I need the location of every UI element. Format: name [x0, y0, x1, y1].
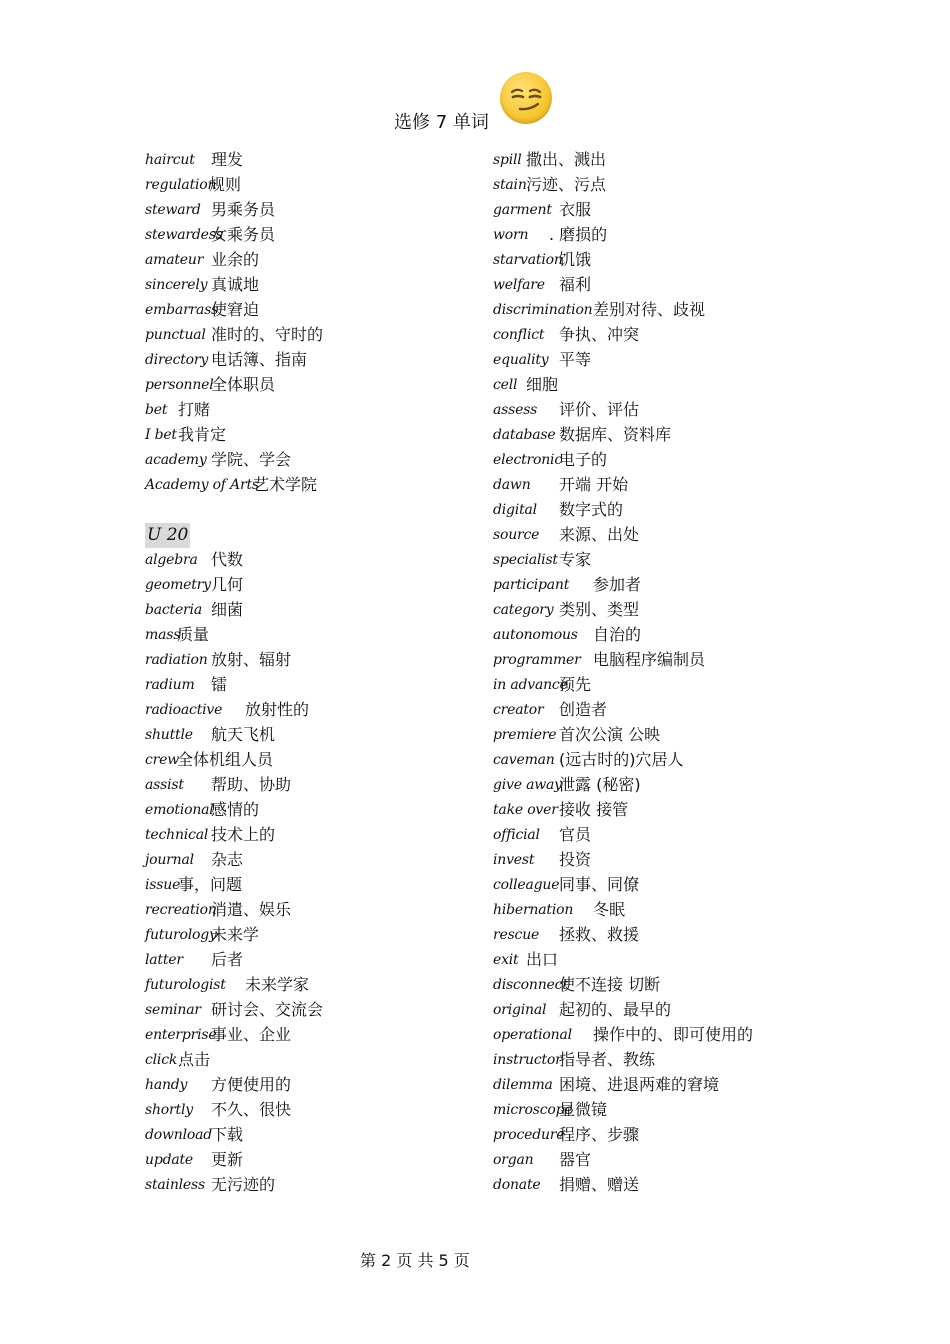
- chinese-meaning: 数字式的: [559, 500, 624, 519]
- vocab-entry: [493, 772, 833, 797]
- chinese-meaning: 开端 开始: [559, 475, 629, 494]
- chinese-meaning: 事业、企业: [211, 1025, 292, 1044]
- english-word: spill: [493, 152, 522, 168]
- chinese-meaning: 感情的: [211, 800, 260, 819]
- chinese-meaning: 电话簿、指南: [211, 350, 308, 369]
- english-word: organ: [493, 1152, 534, 1168]
- english-word: mass: [145, 627, 181, 643]
- vocab-entry: [493, 522, 833, 547]
- chinese-meaning: 显微镜: [559, 1100, 608, 1119]
- vocab-entry: [493, 222, 833, 247]
- english-word: database: [493, 427, 556, 443]
- chinese-meaning: 操作中的、即可使用的: [593, 1025, 754, 1044]
- english-word: recreation: [145, 902, 217, 918]
- chinese-meaning: 未来学: [211, 925, 260, 944]
- chinese-meaning: 事，问题: [178, 875, 243, 894]
- english-word: source: [493, 527, 540, 543]
- chinese-meaning: 方便使用的: [211, 1075, 292, 1094]
- vocab-entry: [145, 1047, 465, 1072]
- vocab-entry: [493, 922, 833, 947]
- english-word: download: [145, 1127, 213, 1143]
- english-word: shuttle: [145, 727, 193, 743]
- chinese-meaning: 电脑程序编制员: [593, 650, 706, 669]
- section-gap: [145, 497, 465, 522]
- english-word: programmer: [493, 652, 581, 668]
- vocab-entry: [145, 1022, 465, 1047]
- chinese-meaning: 饥饿: [559, 250, 592, 269]
- chinese-meaning: 艺术学院: [253, 475, 318, 494]
- chinese-meaning: 投资: [559, 850, 592, 869]
- vocab-entry: [145, 222, 465, 247]
- english-word: discrimination: [493, 302, 593, 318]
- english-word: electronic: [493, 452, 562, 468]
- unit-heading: U 20: [145, 523, 190, 548]
- chinese-meaning: (远古时的)穴居人: [559, 750, 684, 769]
- english-word: give away: [493, 777, 562, 793]
- chinese-meaning: 衣服: [559, 200, 592, 219]
- vocab-entry: [145, 822, 465, 847]
- chinese-meaning: 困境、进退两难的窘境: [559, 1075, 720, 1094]
- english-word: procedure: [493, 1127, 565, 1143]
- english-word: punctual: [145, 327, 206, 343]
- vocab-entry: [493, 597, 833, 622]
- english-word: embarrass: [145, 302, 219, 318]
- vocab-entry: [493, 822, 833, 847]
- vocab-entry: [493, 872, 833, 897]
- vocab-entry: [493, 1072, 833, 1097]
- english-word: technical: [145, 827, 209, 843]
- vocab-entry: [493, 947, 833, 972]
- vocab-entry: [145, 747, 465, 772]
- chinese-meaning: 争执、冲突: [559, 325, 640, 344]
- vocab-entry: [493, 997, 833, 1022]
- chinese-meaning: 女乘务员: [211, 225, 276, 244]
- vocab-entry: [493, 797, 833, 822]
- unit-heading-row: [145, 522, 465, 547]
- vocab-entry: [493, 1147, 833, 1172]
- chinese-meaning: 质量: [177, 625, 210, 644]
- chinese-meaning: 真诚地: [211, 275, 260, 294]
- chinese-meaning: 电子的: [559, 450, 608, 469]
- vocab-entry: [493, 322, 833, 347]
- vocab-entry: [145, 647, 465, 672]
- chinese-meaning: 更新: [211, 1150, 244, 1169]
- chinese-meaning: 放射、辐射: [211, 650, 292, 669]
- vocab-entry: [145, 447, 465, 472]
- english-word: official: [493, 827, 540, 843]
- chinese-meaning: 专家: [559, 550, 592, 569]
- vocab-entry: [493, 472, 833, 497]
- left-vocab-column: [145, 147, 465, 1197]
- vocab-entry: [493, 297, 833, 322]
- vocab-entry: [145, 622, 465, 647]
- vocab-entry: [493, 422, 833, 447]
- chinese-meaning: 帮助、协助: [211, 775, 292, 794]
- english-word: digital: [493, 502, 537, 518]
- chinese-meaning: 镭: [211, 675, 228, 694]
- chinese-meaning: 官员: [559, 825, 592, 844]
- smirk-emoji-icon: [500, 72, 552, 124]
- chinese-meaning: 几何: [211, 575, 244, 594]
- vocab-entry: [145, 847, 465, 872]
- vocab-entry: [145, 997, 465, 1022]
- chinese-meaning: 来源、出处: [559, 525, 640, 544]
- vocab-entry: [145, 272, 465, 297]
- english-word: equality: [493, 352, 549, 368]
- vocab-entry: [145, 947, 465, 972]
- chinese-meaning: 程序、步骤: [559, 1125, 640, 1144]
- english-word: premiere: [493, 727, 557, 743]
- chinese-meaning: 不久、很快: [211, 1100, 292, 1119]
- chinese-meaning: 泄露 (秘密): [559, 775, 641, 794]
- english-word: category: [493, 602, 554, 618]
- english-word: assist: [145, 777, 184, 793]
- chinese-meaning: 差别对待、歧视: [593, 300, 706, 319]
- right-vocab-column: [493, 147, 833, 1197]
- vocab-entry: [493, 197, 833, 222]
- english-word: exit: [493, 952, 519, 968]
- english-word: rescue: [493, 927, 540, 943]
- vocab-entry: [493, 1047, 833, 1072]
- english-word: click: [145, 1052, 178, 1068]
- english-word: conflict: [493, 327, 545, 343]
- english-word: dilemma: [493, 1077, 553, 1093]
- vocab-entry: [493, 1172, 833, 1197]
- page-title: 选修 7 单词: [394, 112, 489, 133]
- chinese-meaning: 后者: [211, 950, 244, 969]
- english-word: creator: [493, 702, 544, 718]
- english-word: futurologist: [145, 977, 226, 993]
- english-word: instructor: [493, 1052, 562, 1068]
- english-word: radioactive: [145, 702, 223, 718]
- vocab-entry: [493, 372, 833, 397]
- english-word: emotional: [145, 802, 214, 818]
- chinese-meaning: 污迹、污点: [526, 175, 607, 194]
- english-word: shortly: [145, 1102, 193, 1118]
- vocab-entry: [145, 772, 465, 797]
- english-word: bacteria: [145, 602, 202, 618]
- vocab-entry: [145, 247, 465, 272]
- chinese-meaning: 参加者: [593, 575, 642, 594]
- english-word: hibernation: [493, 902, 574, 918]
- english-word: worn: [493, 227, 529, 243]
- chinese-meaning: 男乘务员: [211, 200, 276, 219]
- vocab-entry: [145, 472, 465, 497]
- english-word: personnel: [145, 377, 214, 393]
- chinese-meaning: 创造者: [559, 700, 608, 719]
- english-word: update: [145, 1152, 193, 1168]
- english-word: operational: [493, 1027, 572, 1043]
- vocab-entry: [493, 1022, 833, 1047]
- chinese-meaning: 评价、评估: [559, 400, 640, 419]
- vocab-entry: [145, 922, 465, 947]
- vocab-entry: [145, 872, 465, 897]
- vocab-entry: [493, 647, 833, 672]
- english-word: bet: [145, 402, 168, 418]
- english-word: futurology: [145, 927, 217, 943]
- vocab-entry: [145, 1072, 465, 1097]
- chinese-meaning: 预先: [559, 675, 592, 694]
- vocab-entry: [145, 347, 465, 372]
- english-word: cell: [493, 377, 518, 393]
- english-word: steward: [145, 202, 201, 218]
- english-word: assess: [493, 402, 538, 418]
- english-word: donate: [493, 1177, 541, 1193]
- vocab-entry: [145, 1172, 465, 1197]
- vocab-entry: [145, 172, 465, 197]
- vocab-entry: [145, 1097, 465, 1122]
- vocab-entry: [493, 697, 833, 722]
- vocab-entry: [493, 1122, 833, 1147]
- english-word: amateur: [145, 252, 204, 268]
- chinese-meaning: 下载: [211, 1125, 244, 1144]
- vocab-entry: [493, 747, 833, 772]
- english-word: take over: [493, 802, 558, 818]
- vocab-entry: [145, 322, 465, 347]
- chinese-meaning: 出口: [526, 950, 559, 969]
- english-word: directory: [145, 352, 209, 368]
- chinese-meaning: 代数: [211, 550, 244, 569]
- chinese-meaning: 航天飞机: [211, 725, 276, 744]
- chinese-meaning: 细胞: [526, 375, 559, 394]
- vocab-entry: [493, 272, 833, 297]
- english-word: colleague: [493, 877, 560, 893]
- vocab-entry: [145, 547, 465, 572]
- chinese-meaning: 起初的、最早的: [559, 1000, 672, 1019]
- vocab-entry: [145, 397, 465, 422]
- vocab-entry: [493, 547, 833, 572]
- vocab-entry: [145, 372, 465, 397]
- english-word: journal: [145, 852, 194, 868]
- vocab-entry: [493, 622, 833, 647]
- chinese-meaning: 全体职员: [211, 375, 276, 394]
- english-word: stain: [493, 177, 527, 193]
- chinese-meaning: 杂志: [211, 850, 244, 869]
- english-word: crew: [145, 752, 180, 768]
- english-word: regulation: [145, 177, 217, 193]
- vocab-entry: [145, 897, 465, 922]
- english-word: latter: [145, 952, 183, 968]
- chinese-meaning: 业余的: [211, 250, 260, 269]
- chinese-meaning: 冬眠: [593, 900, 626, 919]
- page-footer: 第 2 页 共 5 页: [360, 1251, 470, 1270]
- chinese-meaning: 规则: [209, 175, 242, 194]
- chinese-meaning: 福利: [559, 275, 592, 294]
- chinese-meaning: 全体机组人员: [177, 750, 274, 769]
- vocab-entry: [493, 672, 833, 697]
- chinese-meaning: 准时的、守时的: [211, 325, 324, 344]
- chinese-meaning: 无污迹的: [211, 1175, 276, 1194]
- vocab-entry: [145, 422, 465, 447]
- english-word: specialist: [493, 552, 558, 568]
- vocab-entry: [145, 147, 465, 172]
- english-word: seminar: [145, 1002, 201, 1018]
- vocab-entry: [493, 722, 833, 747]
- chinese-meaning: 细菌: [211, 600, 244, 619]
- vocab-entry: [145, 1147, 465, 1172]
- chinese-meaning: 技术上的: [211, 825, 276, 844]
- chinese-meaning: 我肯定: [178, 425, 227, 444]
- english-word: stewardess: [145, 227, 223, 243]
- chinese-meaning: 自治的: [593, 625, 642, 644]
- english-word: dawn: [493, 477, 531, 493]
- vocab-entry: [145, 797, 465, 822]
- chinese-meaning: 学院、学会: [211, 450, 292, 469]
- english-word: academy: [145, 452, 207, 468]
- vocab-entry: [493, 572, 833, 597]
- english-word: algebra: [145, 552, 198, 568]
- chinese-meaning: 拯救、救援: [559, 925, 640, 944]
- chinese-meaning: 撒出、溅出: [526, 150, 607, 169]
- chinese-meaning: 类别、类型: [559, 600, 640, 619]
- english-word: autonomous: [493, 627, 578, 643]
- chinese-meaning: 研讨会、交流会: [211, 1000, 324, 1019]
- english-word: starvation: [493, 252, 563, 268]
- english-word: handy: [145, 1077, 188, 1093]
- chinese-meaning: 放射性的: [245, 700, 310, 719]
- english-word: haircut: [145, 152, 195, 168]
- vocab-entry: [493, 972, 833, 997]
- english-word: geometry: [145, 577, 211, 593]
- vocab-entry: [493, 172, 833, 197]
- chinese-meaning: 接收 接管: [559, 800, 629, 819]
- english-word: issue: [145, 877, 181, 893]
- english-word: enterprise: [145, 1027, 217, 1043]
- english-word: radium: [145, 677, 195, 693]
- vocab-entry: [145, 597, 465, 622]
- english-word: participant: [493, 577, 570, 593]
- vocab-entry: [493, 847, 833, 872]
- english-word: sincerely: [145, 277, 208, 293]
- vocab-entry: [145, 672, 465, 697]
- smirk-face-icon: [500, 72, 552, 124]
- vocab-entry: [145, 572, 465, 597]
- english-word: microscope: [493, 1102, 573, 1118]
- english-word: original: [493, 1002, 547, 1018]
- chinese-meaning: 使不连接 切断: [559, 975, 661, 994]
- english-word: welfare: [493, 277, 545, 293]
- english-word: invest: [493, 852, 535, 868]
- vocab-entry: [493, 347, 833, 372]
- chinese-meaning: 同事、同僚: [559, 875, 640, 894]
- chinese-meaning: 使窘迫: [211, 300, 260, 319]
- vocab-entry: [493, 897, 833, 922]
- chinese-meaning: 指导者、教练: [559, 1050, 656, 1069]
- vocab-entry: [493, 247, 833, 272]
- chinese-meaning: 数据库、资料库: [559, 425, 672, 444]
- vocab-entry: [145, 697, 465, 722]
- vocab-entry: [145, 1122, 465, 1147]
- chinese-meaning: 器官: [559, 1150, 592, 1169]
- chinese-meaning: 消遣、娱乐: [211, 900, 292, 919]
- chinese-meaning: 理发: [211, 150, 244, 169]
- vocab-entry: [145, 297, 465, 322]
- vocab-entry: [493, 1097, 833, 1122]
- chinese-meaning: 未来学家: [245, 975, 310, 994]
- chinese-meaning: 点击: [178, 1050, 211, 1069]
- vocab-entry: [493, 397, 833, 422]
- vocab-entry: [493, 447, 833, 472]
- english-word: disconnect: [493, 977, 568, 993]
- english-word: radiation: [145, 652, 208, 668]
- vocab-entry: [493, 497, 833, 522]
- chinese-meaning: . 磨损的: [549, 225, 608, 244]
- chinese-meaning: 打赌: [178, 400, 211, 419]
- english-word: I bet: [145, 427, 177, 443]
- english-word: stainless: [145, 1177, 205, 1193]
- english-word: in advance: [493, 677, 568, 693]
- vocab-entry: [493, 147, 833, 172]
- english-word: Academy of Arts: [145, 477, 259, 493]
- chinese-meaning: 捐赠、赠送: [559, 1175, 640, 1194]
- english-word: caveman: [493, 752, 555, 768]
- chinese-meaning: 平等: [559, 350, 592, 369]
- english-word: garment: [493, 202, 552, 218]
- chinese-meaning: 首次公演 公映: [559, 725, 661, 744]
- vocab-entry: [145, 722, 465, 747]
- vocab-entry: [145, 972, 465, 997]
- vocab-entry: [145, 197, 465, 222]
